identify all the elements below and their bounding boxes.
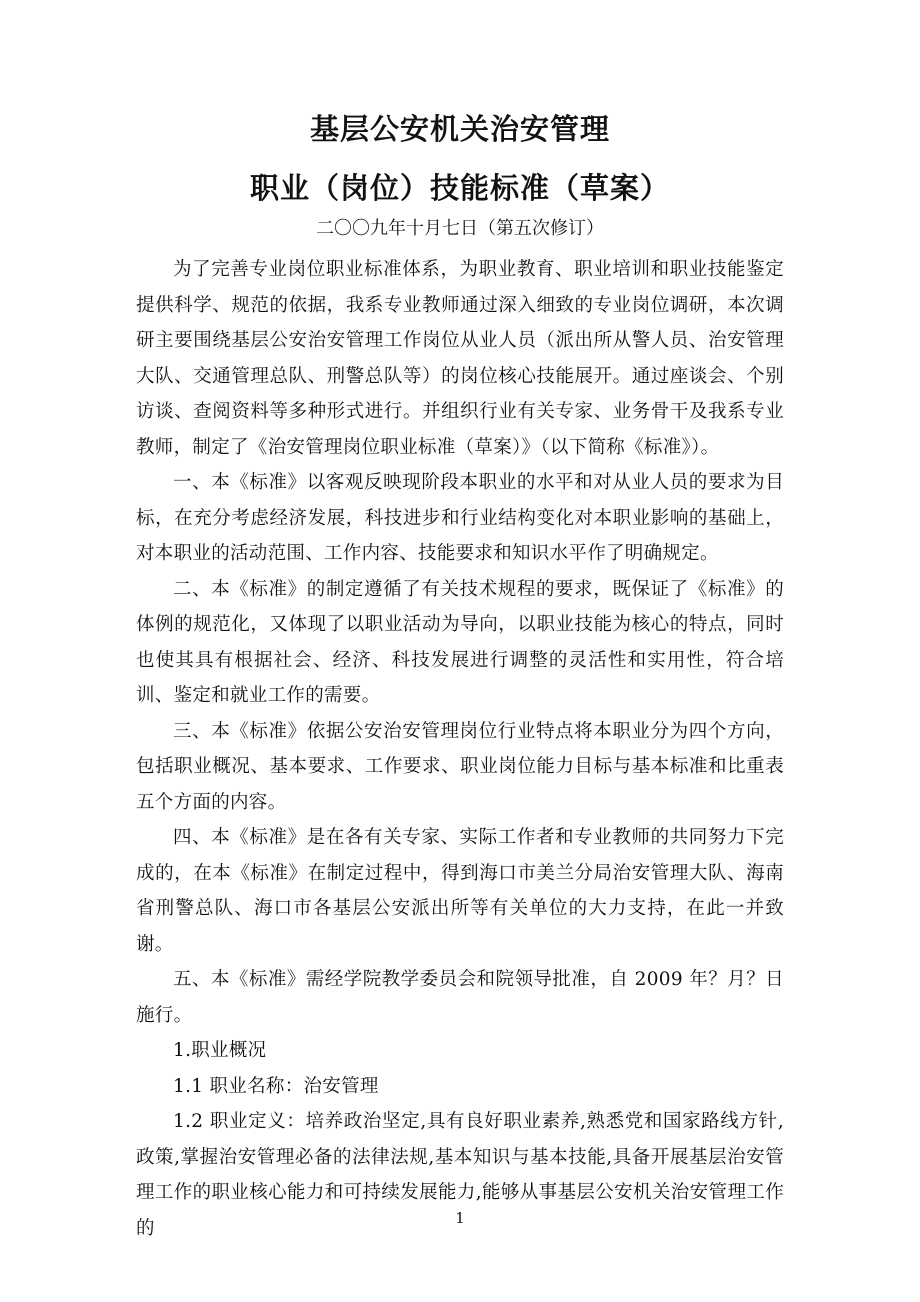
clause-three: 三、本《标准》依据公安治安管理岗位行业特点将本职业分为四个方向，包括职业概况、基本要求、工作要求、职业岗位能力目标与基本标准和比重表五个方面的内容。: [136, 720, 784, 813]
document-body: [136, 252, 784, 1246]
section-heading-occupation-overview: 1.职业概况: [173, 1040, 267, 1061]
document-title-line-1: 基层公安机关治安管理: [309, 112, 610, 146]
document-title-line-2: 职业（岗位）技能标准（草案）: [249, 171, 670, 205]
page-number: 1: [455, 1209, 465, 1227]
clause-four: 四、本《标准》是在各有关专家、实际工作者和专业教师的共同努力下完成的，在本《标准》在制定过程中，得到海口市美兰分局治安管理大队、海南省刑警总队、海口市各基层公安派出所等有关单位的大力支持，在此一并致谢。: [136, 827, 784, 955]
clause-one: 一、本《标准》以客观反映现阶段本职业的水平和对从业人员的要求为目标，在充分考虑经济发展，科技进步和行业结构变化对本职业影响的基础上，对本职业的活动范围、工作内容、技能要求和知识水平作了明确规定。: [136, 472, 784, 564]
occupation-definition: 1.2 职业定义：培养政治坚定,具有良好职业素养,熟悉党和国家路线方针,政策,掌握治安管理必备的法律法规,基本知识与基本技能,具备开展基层治安管理工作的职业核心能力和可持续发展能力,能够从事基层公安机关治安管理工作的: [136, 1111, 784, 1239]
revision-date: 二〇〇九年十月七日（第五次修订）: [316, 218, 604, 239]
occupation-name: 1.1 职业名称：治安管理: [173, 1075, 379, 1097]
clause-five: 五、本《标准》需经学院教学委员会和院领导批准，自 2009 年？月？日施行。: [136, 969, 784, 1026]
intro-paragraph: 为了完善专业岗位职业标准体系，为职业教育、职业培训和职业技能鉴定提供科学、规范的依据，我系专业教师通过深入细致的专业岗位调研，本次调研主要围绕基层公安治安管理工作岗位从业人员（派出所从警人员、治安管理大队、交通管理总队、刑警总队等）的岗位核心技能展开。通过座谈会、个别访谈、查阅资料等多种形式进行。并组织行业有关专家、业务骨干及我系专业教师，制定了《治安管理岗位职业标准（草案）》（以下简称《标准》）。: [136, 259, 784, 458]
clause-two: 二、本《标准》的制定遵循了有关技术规程的要求，既保证了《标准》的体例的规范化，又体现了以职业活动为导向，以职业技能为核心的特点，同时也使其具有根据社会、经济、科技发展进行调整的灵活性和实用性，符合培训、鉴定和就业工作的需要。: [136, 578, 784, 706]
